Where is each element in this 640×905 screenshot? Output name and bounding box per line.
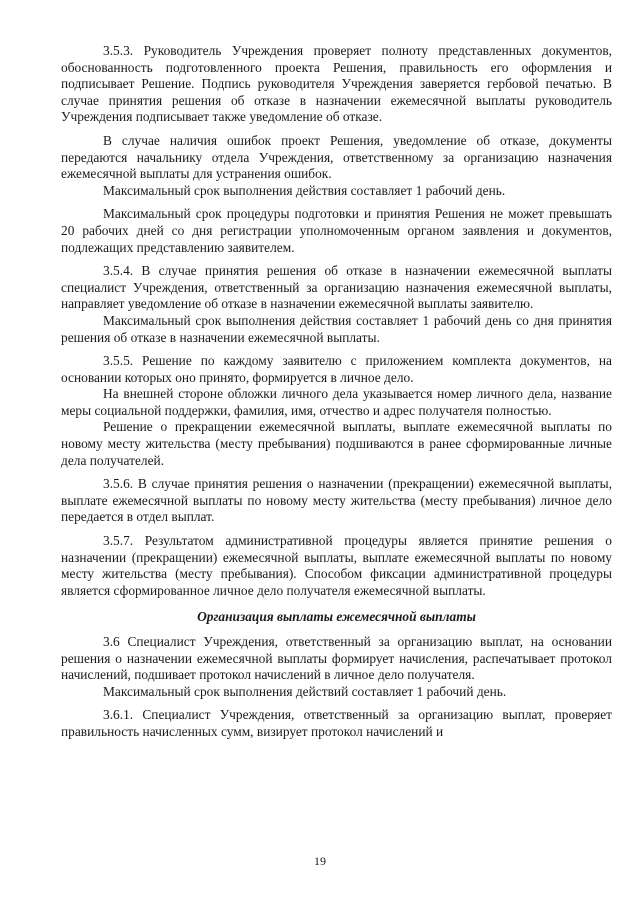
- paragraph-deadline-1: Максимальный срок выполнения действия составляет 1 рабочий день.: [103, 182, 506, 198]
- paragraph-termination: Решение о прекращении ежемесячной выплаты, выплате ежемесячной выплаты по новому месту жительства (месту пребывания) подшиваются в ранее сформированные личные дела получателей.: [61, 419, 612, 468]
- paragraph-3-6-1: 3.6.1. Специалист Учреждения, ответственный за организацию выплат, проверяет правильность начисленных сумм, визирует протокол начислений и: [61, 707, 612, 739]
- paragraph-max-procedure-term: Максимальный срок процедуры подготовки и принятия Решения не может превышать 20 рабочих дней со дня регистрации уполномоченным органом заявления и документов, подлежащих представлению заявителем.: [61, 206, 612, 255]
- paragraph-3-5-4: 3.5.4. В случае принятия решения об отказе в назначении ежемесячной выплаты специалист Учреждения, ответственный за организацию назначения ежемесячной выплаты, направляет уведомление об отказе в назначении ежемесячной выплаты заявителю.: [61, 263, 612, 312]
- paragraph-cover: На внешней стороне обложки личного дела указывается номер личного дела, название меры социальной поддержки, фамилия, имя, отчество и адрес получателя полностью.: [61, 386, 612, 418]
- paragraph-errors: В случае наличия ошибок проект Решения, уведомление об отказе, документы передаются начальнику отдела Учреждения, ответственному за организацию назначения ежемесячной выплаты для устранения ошибок.: [61, 132, 612, 182]
- page-number: 19: [314, 854, 326, 868]
- paragraph-3-5-3: 3.5.3. Руководитель Учреждения проверяет полноту представленных документов, обоснованность подготовленного проекта Решения, правильность его оформления и подписывает Решение. Подпись руководителя Учреждения заверяется гербовой печатью. В случае принятия решения об отказе в назначении ежемесячной выплаты руководитель Учреждения подписывает также уведомление об отказе.: [61, 43, 612, 125]
- paragraph-deadline-2: Максимальный срок выполнения действия составляет 1 рабочий день со дня принятия решения об отказе в назначении ежемесячной выплаты.: [61, 312, 612, 345]
- paragraph-3-5-5: 3.5.5. Решение по каждому заявителю с приложением комплекта документов, на основании которых оно принято, формируется в личное дело.: [61, 353, 612, 385]
- document-page: [61, 43, 612, 741]
- section-heading: Организация выплаты ежемесячной выплаты: [197, 609, 476, 625]
- paragraph-3-5-6: 3.5.6. В случае принятия решения о назначении (прекращении) ежемесячной выплаты, выплате ежемесячной выплаты по новому месту жительства (месту пребывания) личное дело передается в отдел выплат.: [61, 476, 612, 525]
- paragraph-deadline-3: Максимальный срок выполнения действий составляет 1 рабочий день.: [103, 683, 507, 699]
- paragraph-3-5-7: 3.5.7. Результатом административной процедуры является принятие решения о назначении (прекращении) ежемесячной выплаты, выплате ежемесячной выплаты по новому месту жительства (месту пребывания). Способом фиксации административной процедуры является сформированное личное дело получателя ежемесячной выплаты.: [61, 533, 612, 598]
- paragraph-3-6: 3.6 Специалист Учреждения, ответственный за организацию выплат, на основании решения о назначении ежемесячной выплаты формирует начисления, распечатывает протокол начислений, подшивает протокол начислений в личное дело получателя.: [61, 634, 612, 683]
